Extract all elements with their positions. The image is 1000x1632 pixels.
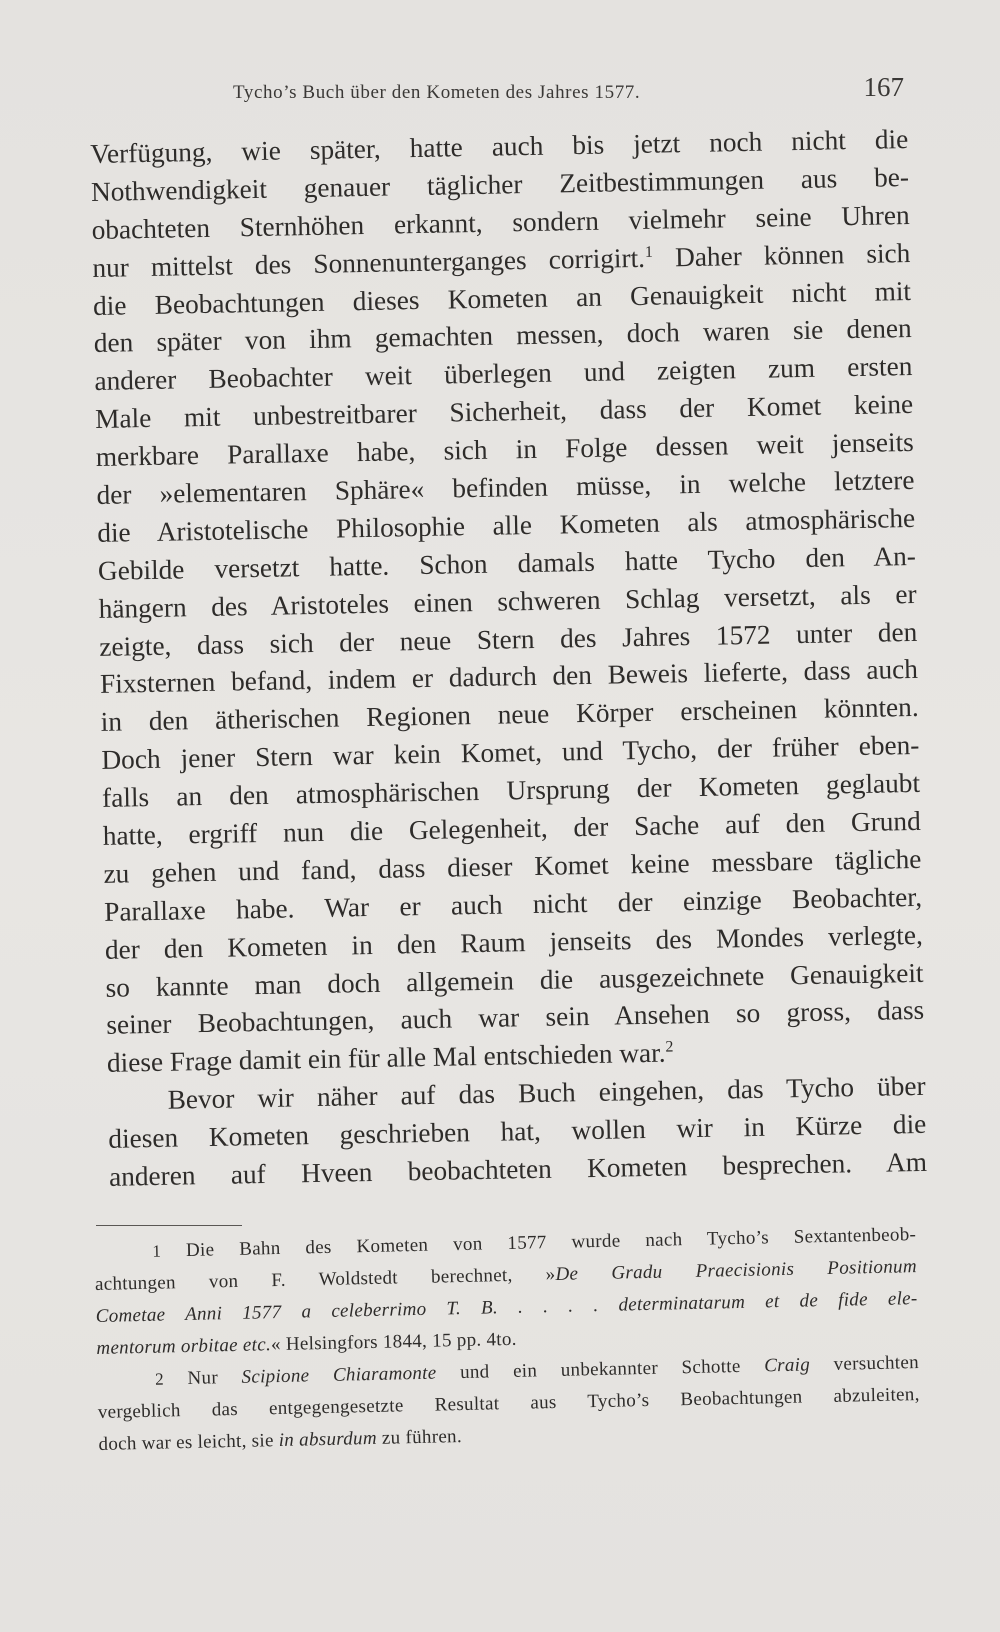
text-fragment: versuchten — [809, 1352, 920, 1376]
italic-name: Craig — [763, 1354, 811, 1377]
text-line: Verfügung, wie später, hatte auch bis jetzt noch nicht die — [90, 124, 909, 169]
footnote-number: 2 — [154, 1369, 165, 1389]
italic-name: Scipione Chiaramonte — [241, 1362, 437, 1388]
text-line: Doch jener Stern war kein Komet, und Tycho, der früher eben- — [101, 730, 920, 776]
text-line: falls an den atmosphärischen Ursprung der Kometen geglaubt — [101, 768, 921, 814]
italic-title: De Gradu Praecisionis Positionum — [555, 1256, 918, 1285]
text-fragment: und ein unbekannter Schotte — [436, 1355, 765, 1384]
text-line: zeigte, dass sich der neue Stern des Jahres 1572 unter den — [99, 616, 918, 662]
text-line: Bevor wir näher auf das Buch eingehen, das Tycho über — [167, 1071, 926, 1116]
text-line: merkbare Parallaxe habe, sich in Folge dessen weit jenseits — [95, 427, 915, 473]
text-line: Male mit unbestreitbarer Sicherheit, dass der Komet keine — [94, 389, 914, 435]
text-line: seiner Beobachtungen, auch war sein Ansehen so gross, dass — [106, 995, 925, 1041]
text-fragment: « Helsingfors 1844, 15 pp. 4to. — [270, 1328, 517, 1356]
text-fragment: doch war es leicht, sie — [98, 1430, 279, 1455]
text-line: die Aristotelische Philosophie alle Kometen als atmosphärische — [96, 502, 916, 548]
italic-phrase: in absurdum — [278, 1427, 378, 1452]
footnote-separator — [96, 1225, 242, 1226]
footnote-marker-2: 2 — [665, 1038, 674, 1056]
text-line: der »elementaren Sphäre« befinden müsse, in welche letztere — [96, 464, 915, 510]
text-line: Fixsternen befand, indem er dadurch den Beweis lieferte, dass auch — [99, 654, 919, 700]
page-number: 167 — [863, 72, 904, 102]
footnotes — [94, 1219, 921, 1461]
text-fragment: Daher können sich — [674, 237, 911, 272]
text-line: anderen auf Hveen beobachteten Kometen besprechen. Am — [108, 1146, 928, 1192]
text-fragment: nur mittelst des Sonnenunterganges corrigirt. — [92, 242, 646, 283]
footnote-1-line: Cometae Anni 1577 a celeberrimo T. B. . . . . determinatarum et de fide ele- — [95, 1288, 918, 1327]
text-fragment: diese Frage damit ein für alle Mal entschieden war. — [106, 1037, 666, 1079]
main-text — [90, 121, 927, 1197]
footnote-marker-1: 1 — [644, 243, 654, 261]
running-title: Tycho’s Buch über den Kometen des Jahres 1577. — [233, 82, 641, 103]
text-line: so kannte man doch allgemein die ausgezeichnete Genauigkeit — [105, 957, 924, 1003]
text-line: in den ätherischen Regionen neue Körper erscheinen könnten. — [100, 692, 919, 738]
text-fragment: achtungen von F. Woldstedt berechnet, » — [94, 1263, 556, 1295]
text-line: der den Kometen in den Raum jenseits des Mondes verlegte, — [104, 919, 924, 965]
text-line: den später von ihm gemachten messen, doch waren sie denen — [93, 313, 912, 359]
text-line: Gebilde versetzt hatte. Schon damals hatte Tycho den An- — [97, 540, 917, 586]
italic-title: mentorum orbitae etc. — [96, 1334, 272, 1359]
text-line: zu gehen und fand, dass dieser Komet keine messbare tägliche — [103, 843, 922, 889]
text-line: anderer Beobachter weit überlegen und zeigten zum ersten — [94, 351, 913, 397]
footnote-2-line: vergeblich das entgegengesetzte Resultat aus Tycho’s Beobachtungen abzuleiten, — [97, 1384, 920, 1423]
text-line: obachteten Sternhöhen erkannt, sondern vielmehr seine Uhren — [91, 199, 910, 245]
text-line: hängern des Aristoteles einen schweren Schlag versetzt, als er — [98, 578, 917, 624]
text-line: diesen Kometen geschrieben hat, wollen wir in Kürze die — [108, 1109, 927, 1154]
footnote-number: 1 — [152, 1241, 162, 1261]
text-fragment: Die Bahn des Kometen von 1577 wurde nach Tycho’s Sextantenbeob- — [185, 1224, 917, 1261]
text-line: hatte, ergriff nun die Gelegenheit, der Sache auf den Grund — [102, 805, 921, 851]
text-fragment: zu führen. — [376, 1426, 463, 1449]
page-header — [90, 72, 910, 112]
text-line: Nothwendigkeit genauer täglicher Zeitbestimmungen aus be- — [90, 161, 910, 207]
text-fragment: Nur — [187, 1366, 242, 1389]
text-line: die Beobachtungen dieses Kometen an Genauigkeit nicht mit — [92, 275, 912, 321]
text-line: Parallaxe habe. War er auch nicht der einzige Beobachter, — [103, 881, 923, 927]
